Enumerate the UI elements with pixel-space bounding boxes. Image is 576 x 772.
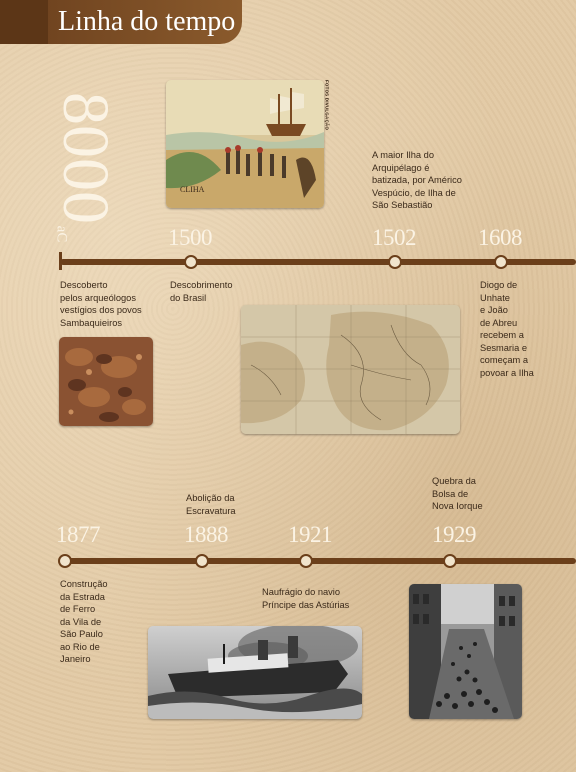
timeline-dot-1888 bbox=[195, 554, 209, 568]
title-banner-tab bbox=[0, 0, 48, 44]
caption-1888: Abolição da Escravatura bbox=[186, 493, 236, 516]
timeline-line-bottom bbox=[62, 558, 576, 564]
big-year-suffix-text: aC bbox=[53, 225, 70, 243]
sambaqui-rock-image bbox=[59, 337, 153, 426]
year-1500: 1500 bbox=[168, 225, 212, 250]
big-year-number: 8000 bbox=[49, 92, 122, 224]
timeline-dot-1877 bbox=[58, 554, 72, 568]
photo-credit bbox=[322, 80, 332, 130]
year-1888: 1888 bbox=[184, 522, 228, 547]
caption-1877: Construção da Estrada de Ferro da Vila de São Paulo ao Rio de Janeiro bbox=[60, 579, 108, 664]
wall-street-crowd-image bbox=[409, 584, 522, 719]
photo-credit-text: FOTOS DIVULGAÇÃO bbox=[324, 79, 330, 131]
old-map-image bbox=[241, 305, 460, 434]
year-1502: 1502 bbox=[372, 225, 416, 250]
title-banner bbox=[0, 0, 242, 44]
timeline-dot-1502 bbox=[388, 255, 402, 269]
caption-1921: Naufrágio do navio Príncipe das Astúrias bbox=[262, 587, 350, 610]
timeline-dot-1608 bbox=[494, 255, 508, 269]
year-1921: 1921 bbox=[288, 522, 332, 547]
big-year-suffix bbox=[54, 224, 68, 244]
timeline-dot-1500 bbox=[184, 255, 198, 269]
timeline-dot-1929 bbox=[443, 554, 457, 568]
shipwreck-image bbox=[148, 626, 362, 719]
year-1929: 1929 bbox=[432, 522, 476, 547]
year-1877: 1877 bbox=[56, 522, 100, 547]
page-title: Linha do tempo bbox=[58, 6, 236, 37]
caption-1929: Quebra da Bolsa de Nova Iorque bbox=[432, 476, 483, 511]
caption-8000-ac: Descoberto pelos arqueólogos vestígios dos povos Sambaquieiros bbox=[60, 280, 142, 328]
svg-text:CLIHA: CLIHA bbox=[180, 185, 205, 194]
timeline-start-tick bbox=[59, 252, 62, 270]
discovery-painting-image bbox=[166, 80, 324, 208]
year-1608: 1608 bbox=[478, 225, 522, 250]
big-year-8000 bbox=[49, 88, 122, 228]
caption-1502: A maior Ilha do Arquipélago é batizada, por Américo Vespúcio, de Ilha de São Sebastião bbox=[372, 150, 462, 210]
caption-1500: Descobrimento do Brasil bbox=[170, 280, 233, 303]
caption-1608: Diogo de Unhate e João de Abreu recebem a Sesmaria e começam a povoar a Ilha bbox=[480, 280, 534, 378]
timeline-dot-1921 bbox=[299, 554, 313, 568]
